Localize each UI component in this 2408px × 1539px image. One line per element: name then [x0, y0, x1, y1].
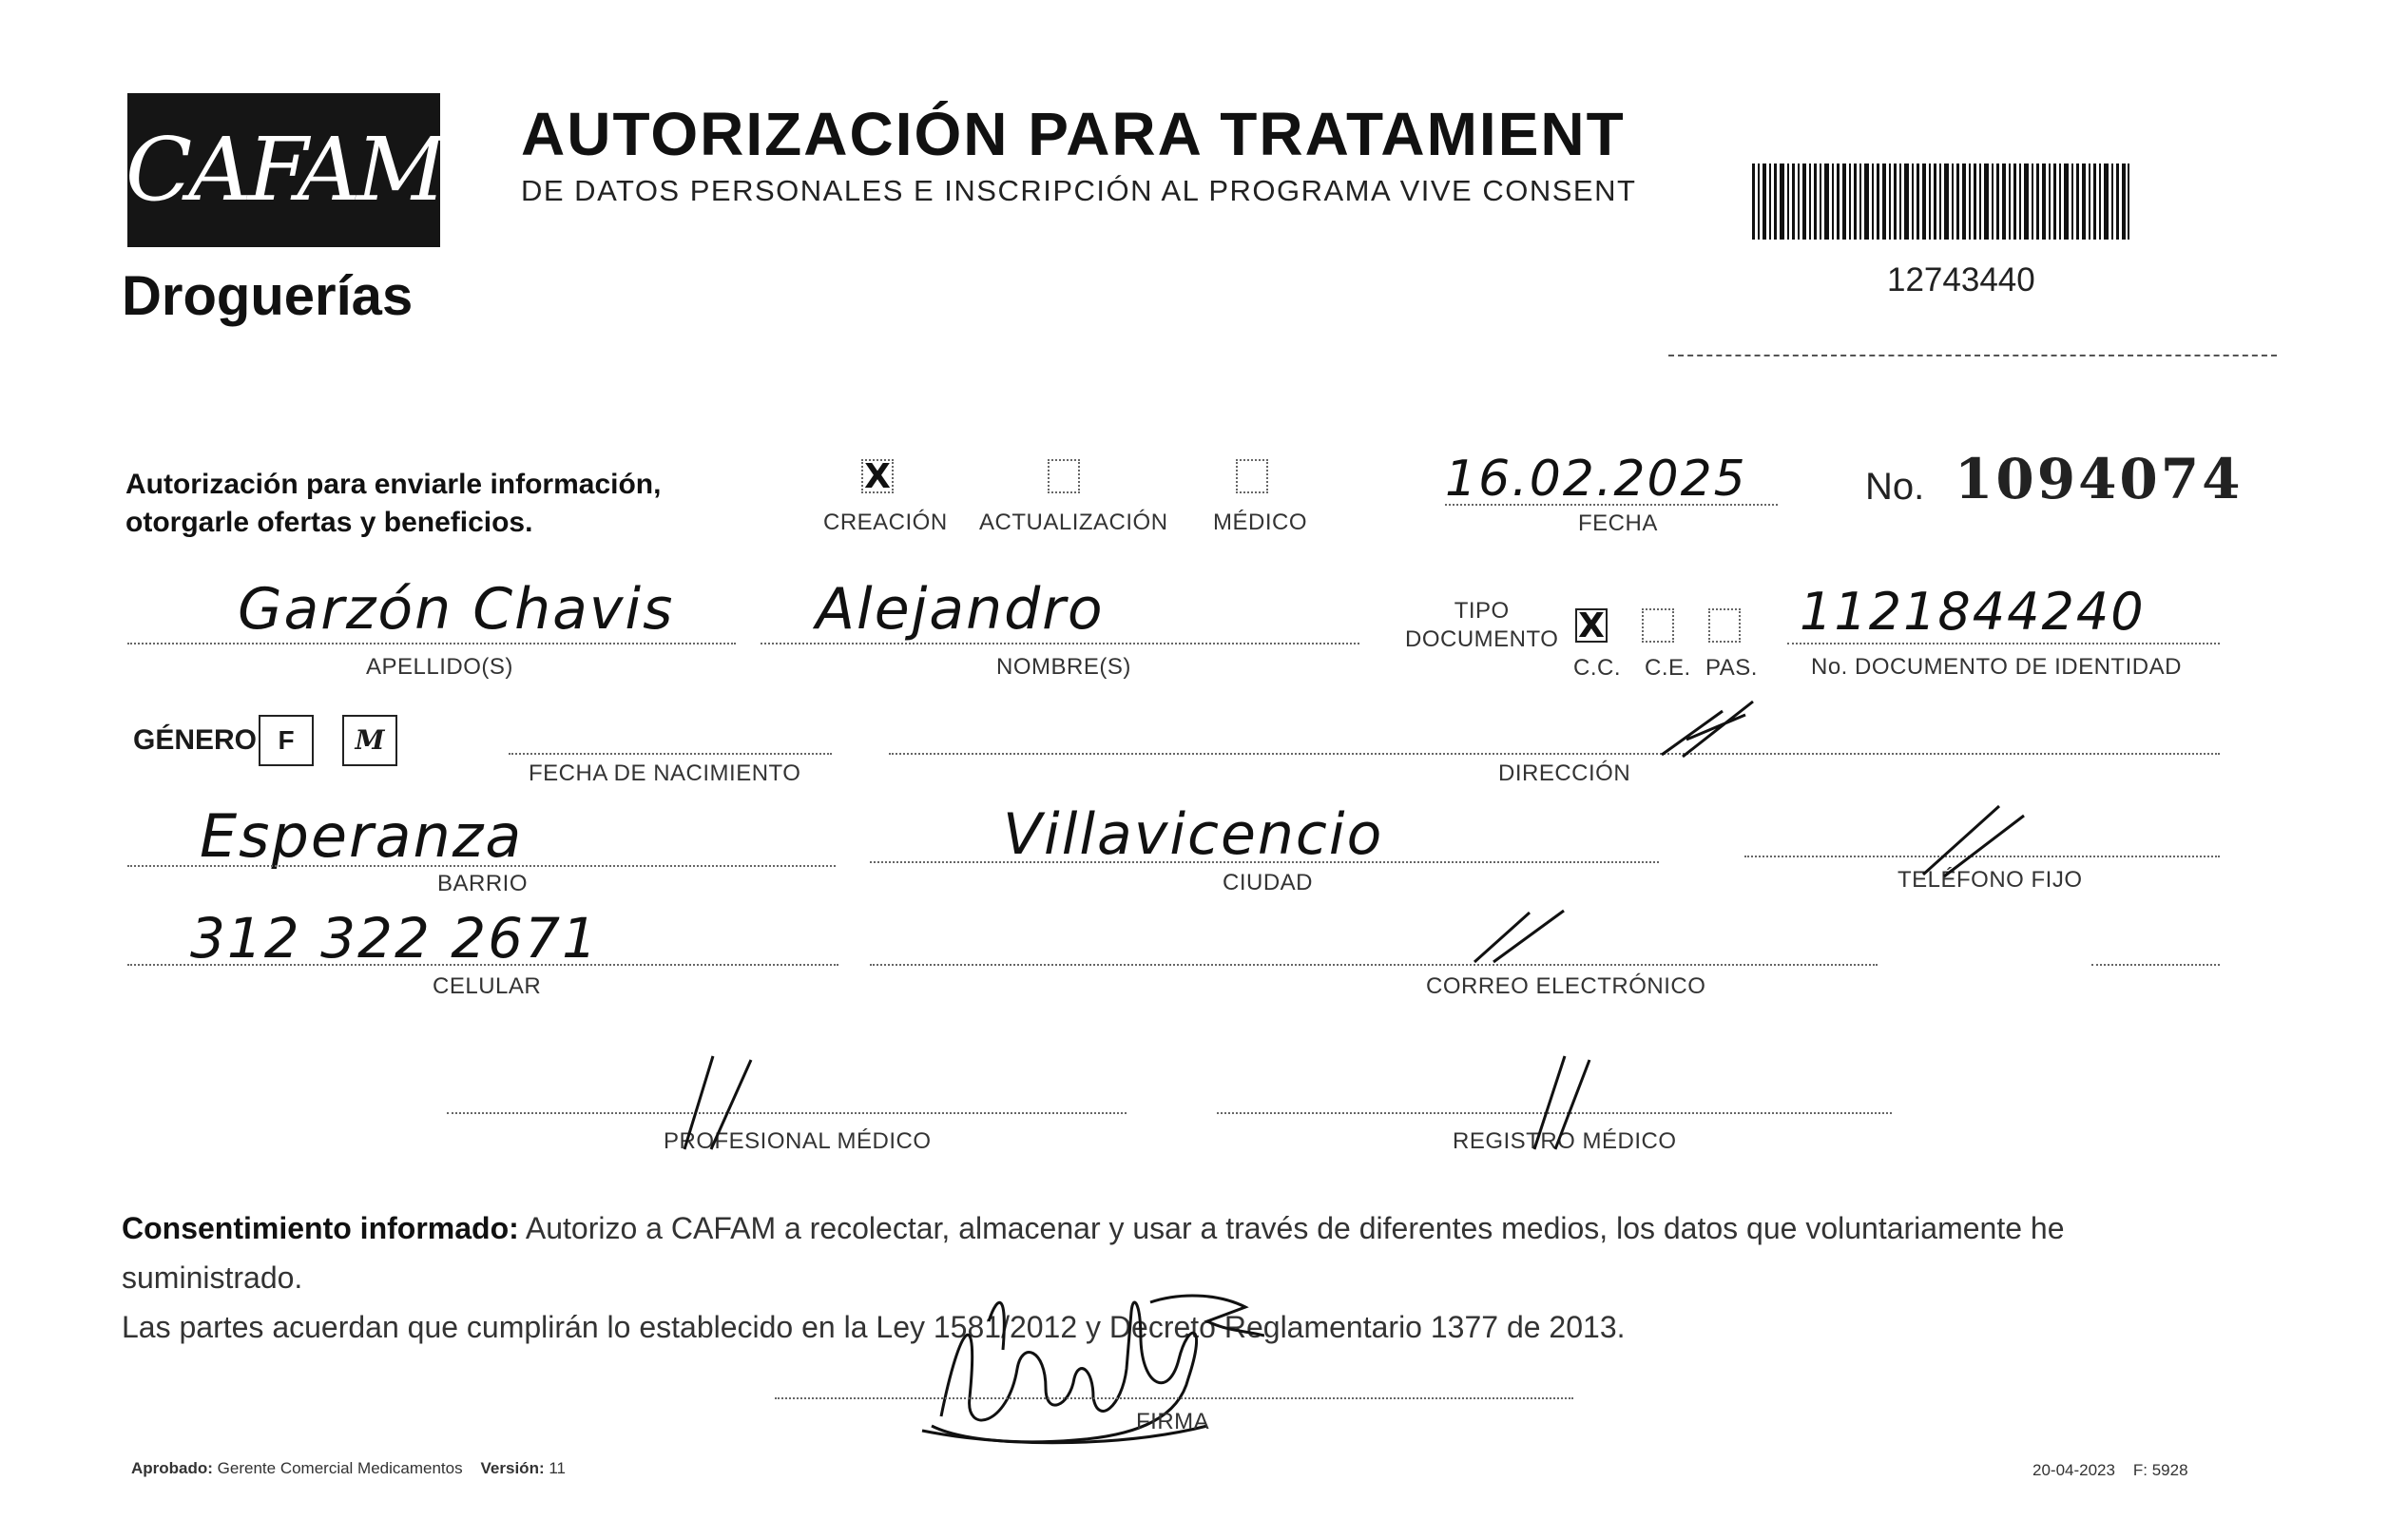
- documento-label: No. DOCUMENTO DE IDENTIDAD: [1811, 654, 2182, 680]
- celular-label: CELULAR: [433, 973, 542, 999]
- ciudad-value: Villavicencio: [1003, 801, 1384, 868]
- aprobado-value: Gerente Comercial Medicamentos: [217, 1459, 463, 1477]
- telefono-label: TELÉFONO FIJO: [1898, 867, 2083, 893]
- barrio-label: BARRIO: [437, 871, 529, 896]
- form-number: 1094074: [1955, 447, 2244, 511]
- direccion-line: [889, 753, 2220, 755]
- apellidos-value: Garzón Chavis: [238, 576, 675, 643]
- handwritten-signature: [903, 1264, 1264, 1454]
- footer-approval: [131, 1459, 566, 1478]
- documento-value: 1121844240: [1800, 582, 2146, 642]
- genero-m-box[interactable]: [342, 715, 397, 766]
- footer-date: 20-04-2023: [2032, 1461, 2115, 1479]
- fecha-nacimiento-line: [509, 753, 832, 755]
- profesional-slash-mark: [665, 1050, 761, 1155]
- celular-value: 312 322 2671: [190, 906, 599, 971]
- logo-text: CAFAM: [125, 119, 443, 221]
- fecha-value: 16.02.2025: [1445, 451, 1747, 508]
- correo-line-right: [2091, 964, 2220, 966]
- intro-text: [125, 466, 661, 542]
- firma-label: FIRMA: [1136, 1409, 1210, 1434]
- telefono-slash-mark: [1916, 798, 2030, 884]
- ce-label: C.E.: [1645, 655, 1691, 681]
- aprobado-label: Aprobado:: [131, 1459, 213, 1477]
- footer-date-code: [2032, 1461, 2188, 1480]
- nombres-value: Alejandro: [816, 576, 1105, 643]
- ce-checkbox[interactable]: [1642, 608, 1674, 643]
- form-title: AUTORIZACIÓN PARA TRATAMIENT: [521, 100, 1626, 168]
- creacion-label: CREACIÓN: [823, 510, 948, 535]
- correo-label: CORREO ELECTRÓNICO: [1426, 973, 1706, 999]
- barrio-line: [127, 865, 836, 867]
- brand-subtitle: Droguerías: [122, 265, 414, 327]
- registro-label: REGISTRO MÉDICO: [1453, 1128, 1677, 1154]
- fecha-label: FECHA: [1578, 510, 1658, 536]
- consent-text-1: Autorizo a CAFAM a recolectar, almacenar y usar a través de diferentes medios, los datos que voluntariamente he suministrado.: [122, 1211, 2065, 1295]
- pas-checkbox[interactable]: [1708, 608, 1741, 643]
- actualizacion-checkbox[interactable]: [1048, 459, 1080, 493]
- nombres-label: NOMBRE(S): [996, 654, 1131, 680]
- barcode-number: 12743440: [1887, 261, 2035, 298]
- profesional-line: [447, 1112, 1127, 1114]
- cafam-logo: [125, 93, 443, 247]
- ciudad-line: [870, 861, 1659, 863]
- genero-f-box[interactable]: F: [259, 715, 314, 766]
- genero-label: GÉNERO: [133, 724, 258, 756]
- correo-slash-mark: [1469, 903, 1573, 970]
- correo-line-left: [870, 964, 1878, 966]
- number-label: No.: [1865, 466, 1925, 508]
- celular-line: [127, 964, 838, 966]
- apellidos-label: APELLIDO(S): [366, 654, 513, 680]
- consent-heading: Consentimiento informado:: [122, 1211, 519, 1245]
- cc-label: C.C.: [1573, 655, 1621, 681]
- cc-check-mark: X: [1578, 606, 1605, 645]
- creacion-check-mark: X: [864, 457, 891, 496]
- tipo-label-line-2: DOCUMENTO: [1405, 626, 1559, 652]
- documento-line: [1787, 643, 2220, 644]
- firma-line: [775, 1397, 1573, 1399]
- apellidos-line: [127, 643, 736, 644]
- actualizacion-label: ACTUALIZACIÓN: [979, 510, 1168, 535]
- version-value: 11: [549, 1459, 567, 1477]
- fecha-nacimiento-label: FECHA DE NACIMIENTO: [529, 760, 801, 786]
- direccion-label: DIRECCIÓN: [1498, 760, 1631, 786]
- medico-checkbox[interactable]: [1236, 459, 1268, 493]
- genero-m-label: M: [355, 724, 385, 756]
- form-subtitle: DE DATOS PERSONALES E INSCRIPCIÓN AL PROGRAMA VIVE CONSENT: [521, 174, 1637, 207]
- consent-text-2: Las partes acuerdan que cumplirán lo establecido en la Ley 1581/2012 y Decreto Reglamentario 1377 de 2013.: [122, 1310, 1626, 1344]
- header-divider: [1668, 355, 2277, 356]
- creacion-checkbox[interactable]: [861, 457, 894, 496]
- registro-slash-mark: [1521, 1050, 1607, 1155]
- direccion-slash-mark: [1654, 694, 1759, 762]
- fecha-line: [1445, 504, 1778, 506]
- footer-form-code: F: 5928: [2132, 1461, 2188, 1479]
- barcode: [1752, 164, 2129, 240]
- barrio-value: Esperanza: [200, 801, 524, 871]
- profesional-label: PROFESIONAL MÉDICO: [664, 1128, 932, 1154]
- pas-label: PAS.: [1705, 655, 1758, 681]
- intro-line-2: otorgarle ofertas y beneficios.: [125, 507, 533, 538]
- ciudad-label: CIUDAD: [1223, 870, 1314, 895]
- tipo-label-line-1: TIPO: [1454, 598, 1510, 624]
- nombres-line: [761, 643, 1359, 644]
- cc-checkbox[interactable]: [1575, 608, 1608, 643]
- medico-label: MÉDICO: [1213, 510, 1307, 535]
- tipo-documento-label: [1405, 597, 1558, 654]
- version-label: Versión:: [480, 1459, 545, 1477]
- intro-line-1: Autorización para enviarle información,: [125, 469, 662, 500]
